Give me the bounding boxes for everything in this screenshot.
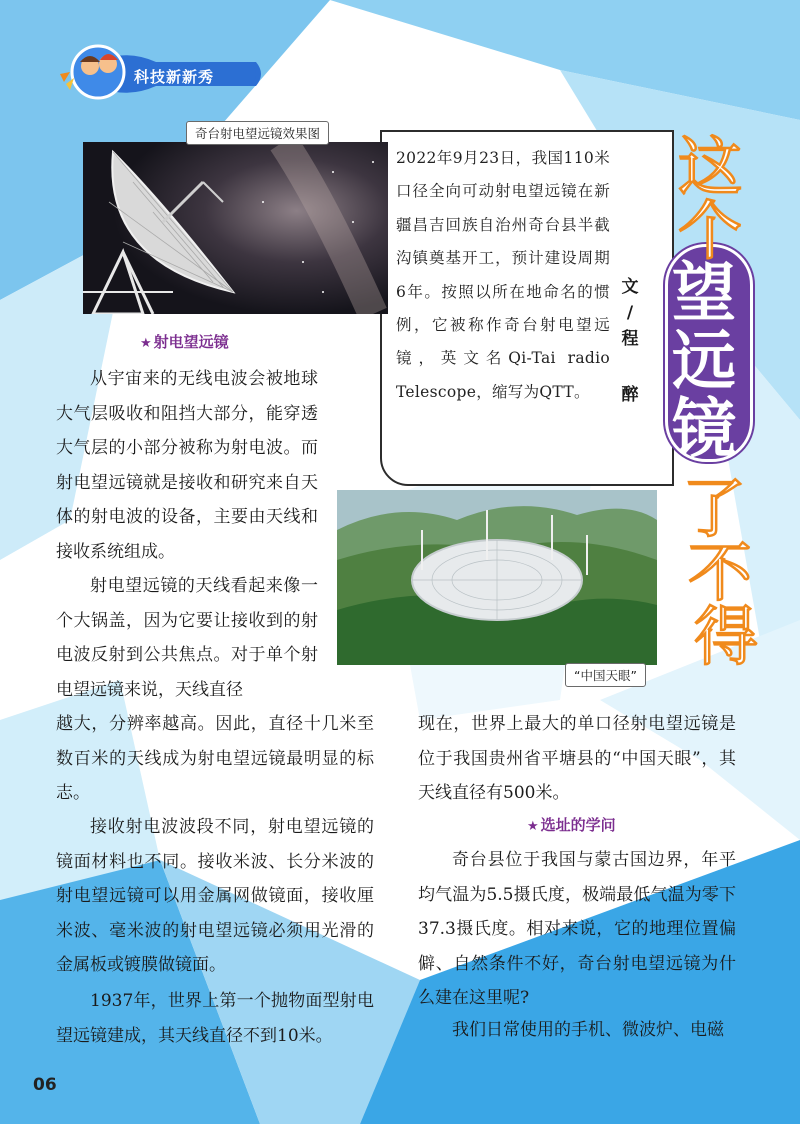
paragraph-1: 从宇宙来的无线电波会被地球大气层吸收和阻挡大部分，能穿透大气层的小部分被称为射电波。而射电望远镜就是接收和研究来自天体的射电波的设备，主要由天线和接收系统组成。	[56, 369, 318, 562]
title-char-4: 远	[672, 325, 736, 399]
article-title	[660, 116, 770, 676]
author-byline	[618, 274, 642, 408]
title-char-6: 了	[682, 473, 746, 547]
paragraph-3: 接收射电波波段不同，射电望远镜的镜面材料也不同。接收米波、长分米波的射电望远镜可以用金属网做镜面，接收厘米波、毫米波的射电望远镜必须用光滑的金属板或镀膜做镜面。	[56, 817, 374, 976]
title-char-2: 个	[678, 195, 742, 269]
paragraph-4: 1937年，世界上第一个抛物面型射电望远镜建成，其天线直径不到10米。	[56, 991, 374, 1046]
title-char-3: 望	[672, 257, 736, 331]
author-name-2: 醉	[621, 385, 639, 405]
telescope-render-photo	[83, 142, 388, 314]
author-slash: /	[626, 303, 634, 323]
title-char-1: 这	[678, 131, 742, 205]
author-prefix: 文	[621, 277, 639, 297]
top-photo-caption: 奇台射电望远镜效果图	[186, 121, 329, 145]
paragraph-5: 现在，世界上最大的单口径射电望远镜是位于我国贵州省平塘县的“中国天眼”，其天线直径有500米。	[418, 714, 736, 804]
paragraph-2a: 射电望远镜的天线看起来像一个大锅盖，因为它要让接收到的射电波反射到公共焦点。对于单个射电望远镜来说，天线直径	[56, 576, 318, 700]
section-heading-text: 射电望远镜	[153, 333, 229, 351]
paragraph-2b: 越大，分辨率越高。因此，直径十几米至数百米的天线成为射电望远镜最明显的标志。	[56, 714, 374, 804]
title-char-5: 镜	[672, 393, 736, 467]
bottom-photo-caption: “中国天眼”	[565, 663, 646, 687]
fast-telescope-photo	[337, 490, 657, 665]
title-char-8: 得	[694, 601, 758, 675]
paragraph-7: 我们日常使用的手机、微波炉、电磁	[452, 1020, 724, 1040]
radio-telescope-icon	[83, 142, 388, 314]
intro-paragraph: 2022年9月23日，我国110米口径全向可动射电望远镜在新疆昌吉回族自治州奇台县半截沟镇奠基开工，预计建设周期6年。按照以所在地命名的惯例，它被称作奇台射电望远镜，英文名Qi-Tai radio Telescope，缩写为QTT。	[396, 149, 610, 401]
star-icon: ★	[527, 819, 539, 834]
section-heading-text-2: 选址的学问	[540, 816, 616, 834]
title-char-7: 不	[688, 537, 752, 611]
page-number: 06	[33, 1075, 57, 1095]
paragraph-6: 奇台县位于我国与蒙古国边界，年平均气温为5.5摄氏度，极端最低气温为零下37.3摄氏度。相对来说，它的地理位置偏僻、自然条件不好，奇台射电望远镜为什么建在这里呢?	[418, 850, 736, 1009]
star-icon: ★	[140, 336, 152, 351]
author-name-1: 程	[621, 329, 639, 349]
section-heading-radio-telescope	[140, 331, 229, 352]
column-label: 科技新新秀	[134, 68, 215, 86]
section-heading-site-selection	[527, 814, 616, 835]
fast-dish-icon	[337, 490, 657, 665]
